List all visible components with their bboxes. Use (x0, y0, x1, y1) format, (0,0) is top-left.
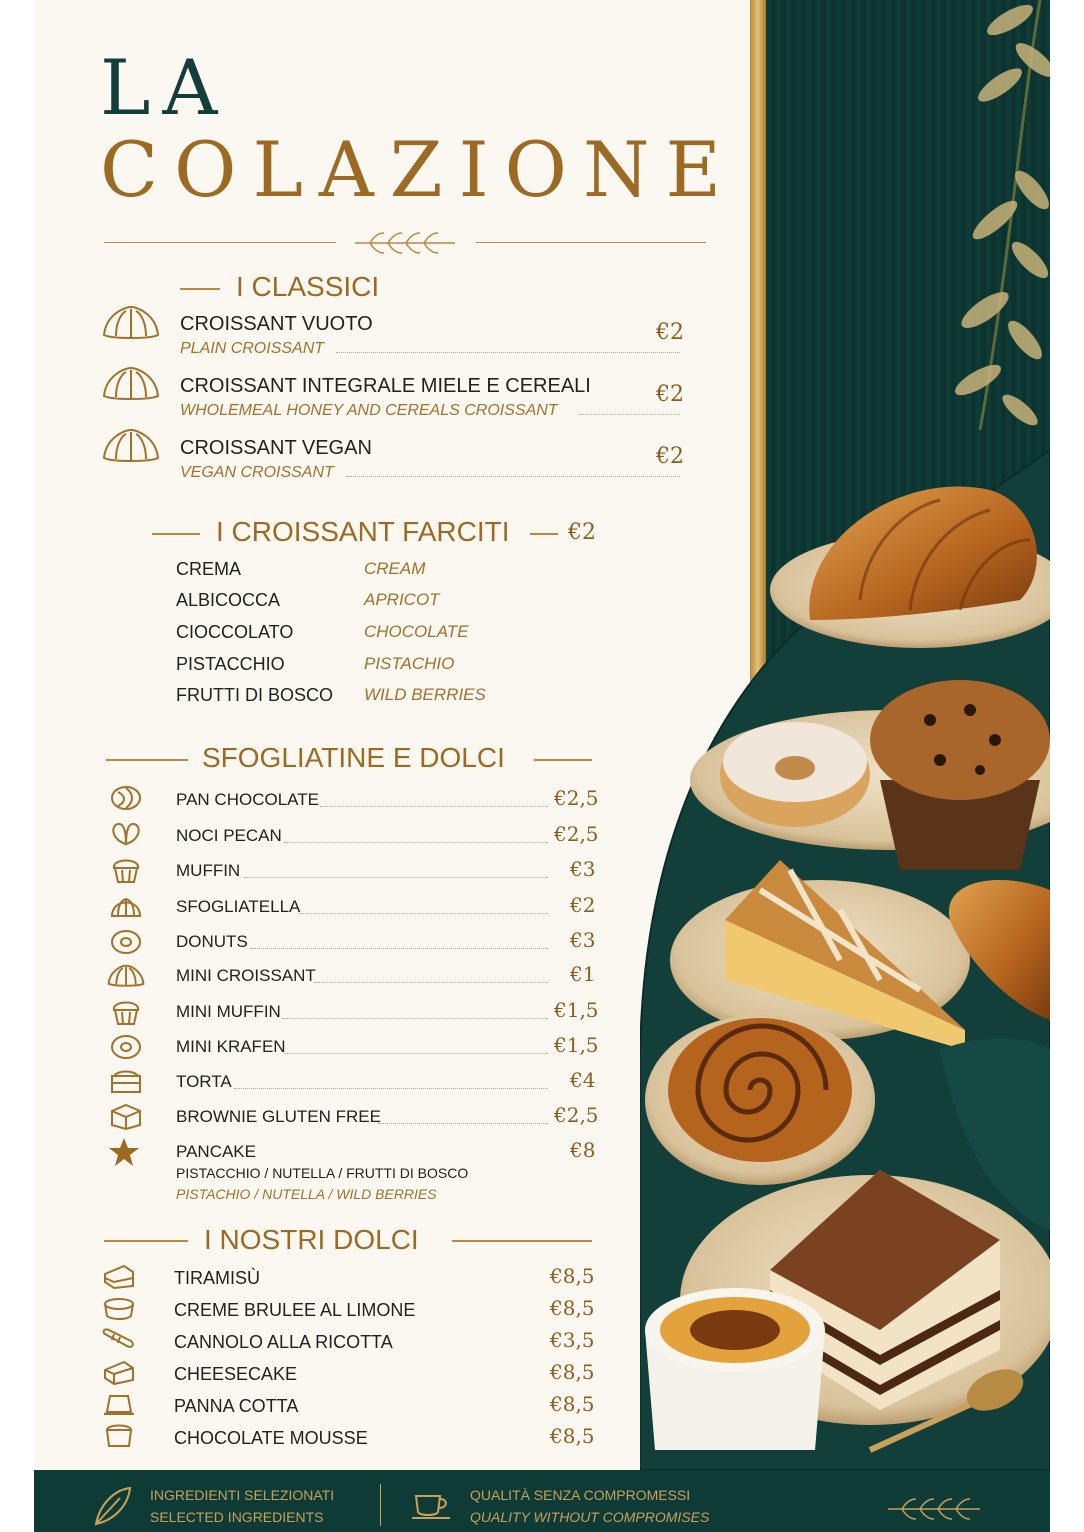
dot-leader (284, 842, 548, 843)
sfogliatine-heading-rule-left (106, 759, 188, 761)
farciti-item-name: ALBICOCCA (176, 590, 281, 610)
sfogliatine-item-name: MINI KRAFEN (176, 1037, 286, 1056)
sfogliatine-item-price: €2 (570, 893, 596, 917)
sfogliatine-item-name: DONUTS (176, 932, 248, 951)
farciti-item-sub: PISTACHIO (364, 654, 455, 673)
dolci-item-price: €8,5 (550, 1424, 595, 1448)
dolci-item-price: €8,5 (550, 1360, 595, 1384)
sfogliatine-item-name: MUFFIN (176, 861, 241, 880)
sfogliatella-icon (108, 890, 144, 920)
tiramisu-icon (102, 1262, 136, 1290)
footer-right-line2: QUALITY WITHOUT COMPROMISES (470, 1509, 710, 1525)
dolci-item-price: €3,5 (550, 1328, 595, 1352)
dolci-item-name: CHOCOLATE MOUSSE (174, 1428, 368, 1448)
dolci-item-name: CREME BRULEE AL LIMONE (174, 1300, 416, 1320)
dot-leader (320, 806, 548, 807)
creme-brulee-icon (102, 1294, 136, 1322)
dot-leader (282, 1018, 548, 1019)
cheesecake-icon (102, 1358, 136, 1386)
classici-item-price: €2 (656, 320, 684, 345)
dolci-item-name: CANNOLO ALLA RICOTTA (174, 1332, 393, 1352)
dolci-heading-rule-left (104, 1240, 188, 1242)
dolci-item-name: CHEESECAKE (174, 1364, 298, 1384)
farciti-heading-dash-left (152, 533, 200, 535)
dot-leader (378, 1123, 548, 1124)
dolci-item-name: PANNA COTTA (174, 1396, 299, 1416)
pastry-photo (640, 450, 1050, 1470)
dot-leader (346, 476, 680, 477)
coffee-cup-icon (410, 1486, 456, 1522)
dot-leader (314, 982, 548, 983)
dot-leader (336, 352, 680, 353)
classici-item-name: CROISSANT VEGAN (180, 437, 372, 459)
dolci-item-price: €8,5 (550, 1392, 595, 1416)
farciti-item-name: FRUTTI DI BOSCO (176, 685, 333, 705)
dolci-item-name: TIRAMISÙ (174, 1268, 261, 1288)
farciti-item-sub: WILD BERRIES (364, 685, 486, 704)
dot-leader (234, 1088, 548, 1089)
sfogliatine-item-price: €1 (570, 962, 596, 986)
cake-icon (108, 1066, 144, 1096)
farciti-item-sub: CHOCOLATE (364, 622, 469, 641)
dolci-heading: I NOSTRI DOLCI (204, 1224, 419, 1255)
sfogliatine-item-price: €4 (570, 1068, 596, 1092)
sfogliatine-item-price: €2,5 (554, 1103, 599, 1127)
farciti-item-name: CIOCCOLATO (176, 622, 294, 642)
sfogliatine-heading-rule-right (534, 759, 592, 761)
sfogliatine-item-price: €3 (570, 857, 596, 881)
muffin-icon (108, 996, 144, 1026)
farciti-item-sub: CREAM (364, 559, 426, 578)
classici-heading: I CLASSICI (236, 271, 380, 302)
farciti-heading: I CROISSANT FARCITI (216, 516, 510, 547)
dot-leader (300, 913, 548, 914)
sfogliatine-item-price: €2,5 (554, 786, 599, 810)
sfogliatine-item-price: €1,5 (554, 1033, 599, 1057)
dolci-item-price: €8,5 (550, 1264, 595, 1288)
croissant-icon (100, 426, 162, 466)
classici-item-sub: VEGAN CROISSANT (180, 464, 334, 481)
classici-item-sub: PLAIN CROISSANT (180, 340, 325, 357)
wheat-ornament-icon (884, 1494, 984, 1524)
dot-leader (284, 1053, 548, 1054)
pancake-price: €8 (570, 1138, 596, 1162)
muffin-icon (108, 854, 144, 884)
sfogliatine-item-price: €3 (570, 928, 596, 952)
classici-heading-dash (180, 288, 220, 290)
dot-leader (244, 877, 548, 878)
panna-cotta-icon (102, 1390, 136, 1418)
sfogliatine-item-price: €1,5 (554, 998, 599, 1022)
farciti-price: €2 (568, 520, 596, 545)
page-margin (1050, 0, 1084, 1532)
sfogliatine-item-name: NOCI PECAN (176, 826, 282, 845)
footer-left-line1: INGREDIENTI SELEZIONATI (150, 1487, 335, 1503)
pancake-name: PANCAKE (176, 1142, 256, 1161)
classici-item-price: €2 (656, 382, 684, 407)
dot-leader (250, 948, 548, 949)
dolci-heading-rule-right (452, 1240, 592, 1242)
classici-item-sub: WHOLEMEAL HONEY AND CEREALS CROISSANT (180, 402, 558, 419)
sfogliatine-item-name: BROWNIE GLUTEN FREE (176, 1107, 381, 1126)
sfogliatine-item-name: MINI CROISSANT (176, 966, 316, 985)
pecan-icon (108, 820, 144, 848)
cannolo-icon (102, 1326, 136, 1354)
farciti-heading-dash-right (530, 533, 558, 535)
classici-item-name: CROISSANT VUOTO (180, 313, 373, 335)
pan-chocolate-icon (108, 784, 144, 812)
sfogliatine-item-price: €2,5 (554, 822, 599, 846)
farciti-item-sub: APRICOT (364, 590, 440, 609)
farciti-item-name: CREMA (176, 559, 242, 579)
sfogliatine-item-name: PAN CHOCOLATE (176, 790, 319, 809)
leaf-icon (90, 1484, 134, 1528)
sfogliatine-item-name: MINI MUFFIN (176, 1002, 281, 1021)
title-divider-right (476, 242, 706, 243)
pancake-options-en: PISTACHIO / NUTELLA / WILD BERRIES (176, 1186, 437, 1202)
sfogliatine-heading: SFOGLIATINE E DOLCI (202, 742, 505, 773)
croissant-icon (100, 303, 162, 343)
wheat-ornament-icon (350, 228, 460, 258)
classici-item-price: €2 (656, 444, 684, 469)
pancake-options: PISTACCHIO / NUTELLA / FRUTTI DI BOSCO (176, 1165, 469, 1181)
mousse-icon (102, 1422, 136, 1450)
croissant-icon (100, 364, 162, 404)
footer-right-line1: QUALITÀ SENZA COMPROMESSI (470, 1487, 691, 1503)
dot-leader (580, 414, 680, 415)
star-icon (108, 1136, 140, 1168)
footer-left-line2: SELECTED INGREDIENTS (150, 1509, 324, 1525)
farciti-item-name: PISTACCHIO (176, 654, 285, 674)
classici-item-name: CROISSANT INTEGRALE MIELE E CEREALI (180, 375, 591, 397)
sfogliatine-item-name: SFOGLIATELLA (176, 897, 301, 916)
croissant-icon (106, 963, 146, 989)
olive-branch-icon (940, 0, 1050, 440)
sfogliatine-item-name: TORTA (176, 1072, 232, 1091)
page-title-line1: LA (100, 43, 230, 132)
donut-icon (108, 1032, 144, 1062)
footer-separator (380, 1484, 381, 1526)
dolci-item-price: €8,5 (550, 1296, 595, 1320)
title-divider-left (104, 242, 336, 243)
brownie-icon (108, 1101, 144, 1131)
donut-icon (108, 927, 144, 957)
page-title-line2: COLAZIONE (100, 125, 737, 214)
